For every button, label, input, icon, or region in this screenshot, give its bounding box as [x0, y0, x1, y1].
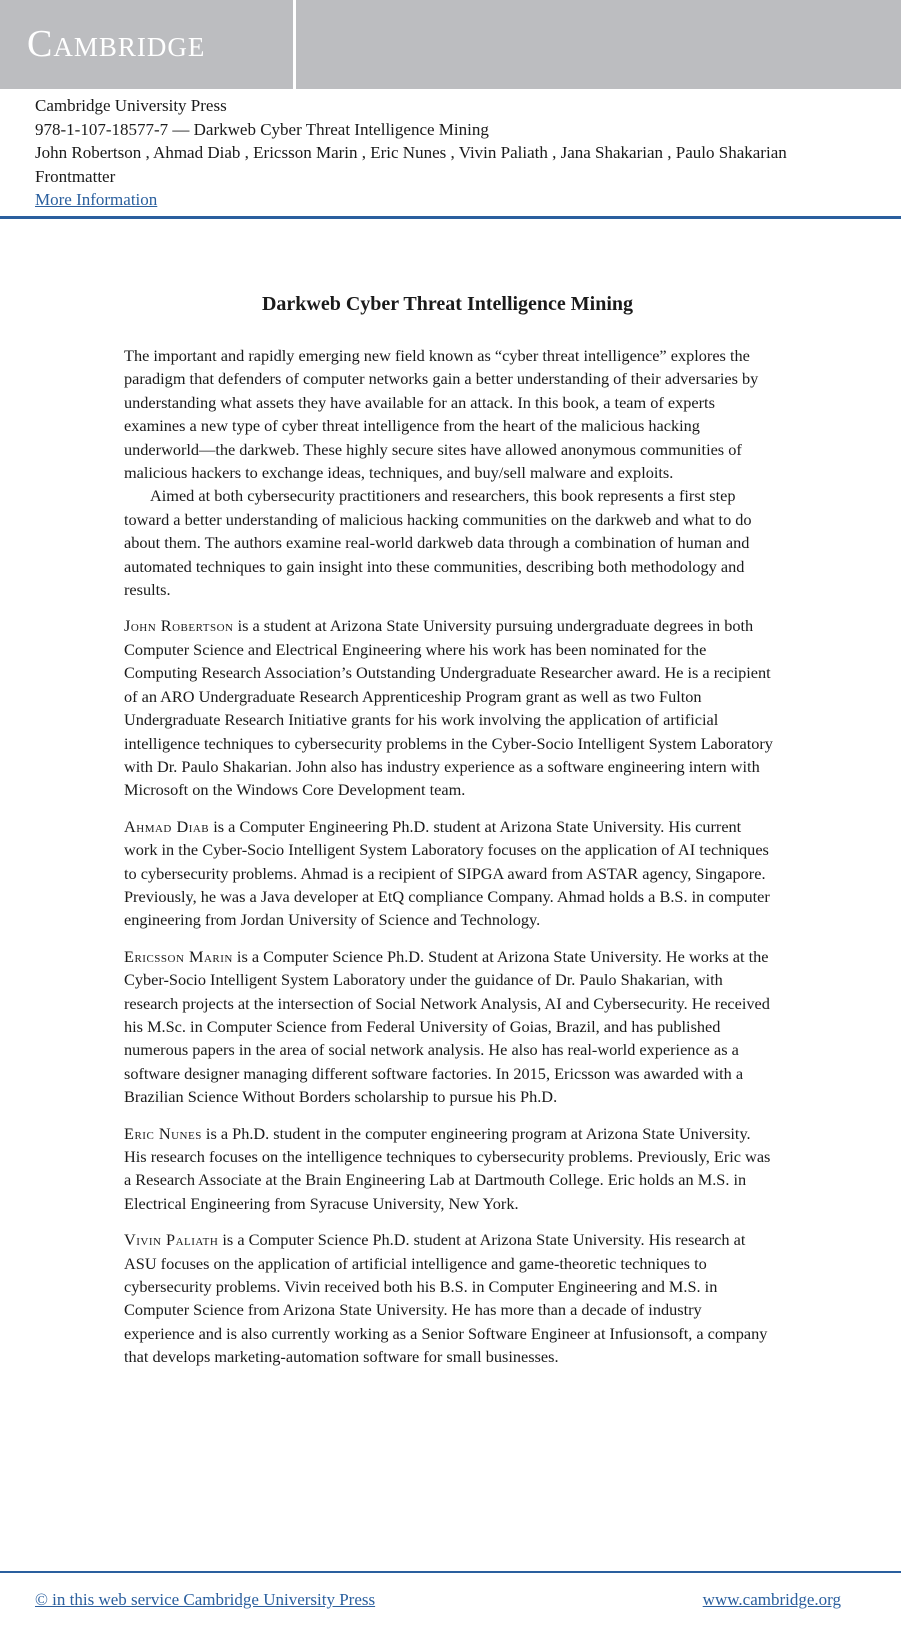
page-title: Darkweb Cyber Threat Intelligence Mining	[261, 293, 634, 315]
author-list: John Robertson , Ahmad Diab , Ericsson Marin , Eric Nunes , Vivin Paliath , Jana Shakarian , Paulo Shakarian	[35, 143, 787, 162]
logo-text: Cambridge	[27, 23, 206, 65]
section-label: Frontmatter	[35, 166, 116, 186]
description-paragraph: The important and rapidly emerging new field known as “cyber threat intelligence” explores the paradigm that defenders of computer networks gain a better understanding of their adversaries by understanding what assets they have available for an attack. In this book, a team of experts examines a new type of cyber threat intelligence from the heart of the malicious hacking underworld—the darkweb. These highly secure sites have allowed anonymous communities of malicious hackers to exchange ideas, techniques, and buy/sell malware and exploits.	[124, 346, 759, 483]
cambridge-site-link[interactable]: www.cambridge.org	[702, 1590, 841, 1609]
author-bio	[124, 614, 774, 801]
bio-author-name: Ericsson Marin	[124, 946, 233, 966]
banner-divider	[293, 0, 296, 89]
footer-rule	[0, 1571, 901, 1573]
author-bio	[124, 1122, 774, 1216]
bio-text: is a Computer Science Ph.D. Student at Arizona State University. He works at the Cyber-Socio Intelligent System Laboratory under the guidance of Dr. Paulo Shakarian, with research projects at the intersection of Social Network Analysis, AI and Cybersecurity. He received his M.Sc. in Computer Science from Federal University of Goias, Brazil, and has published numerous papers in the area of social network analysis. He also has real-world experience as a software designer managing different software factories. In 2015, Ericsson was awarded with a Brazilian Science Without Borders scholarship to pursue his Ph.D.	[124, 946, 770, 1107]
cambridge-logo[interactable]	[27, 22, 205, 66]
page-content	[124, 344, 774, 1369]
author-bio	[124, 945, 774, 1109]
bio-author-name: Eric Nunes	[124, 1123, 202, 1143]
bio-author-name: Ahmad Diab	[124, 816, 210, 836]
bio-author-name: John Robertson	[124, 616, 234, 636]
copyright-link[interactable]: © in this web service Cambridge University Press	[35, 1590, 376, 1609]
description-paragraph: Aimed at both cybersecurity practitioners and researchers, this book represents a first step toward a better understanding of malicious hacking communities on the darkweb and what to do about them. The authors examine real-world darkweb data through a combination of human and automated techniques to gain insight into these communities, describing both methodology and results.	[124, 486, 752, 600]
publisher-name: Cambridge University Press	[35, 96, 227, 115]
isbn-title-line: 978-1-107-18577-7 — Darkweb Cyber Threat Intelligence Mining	[35, 119, 489, 139]
more-information-link[interactable]: More Information	[35, 190, 158, 209]
bio-text: is a Computer Engineering Ph.D. student at Arizona State University. His current work in the Cyber-Socio Intelligent System Laboratory focuses on the application of AI techniques to cybersecurity problems. Ahmad is a recipient of SIPGA award from ASTAR agency, Singapore. Previously, he was a Java developer at EtQ compliance Company. Ahmad holds a B.S. in computer engineering from Jordan University of Science and Technology.	[124, 816, 770, 930]
bio-author-name: Vivin Paliath	[124, 1230, 219, 1250]
book-metadata	[35, 94, 787, 212]
bio-text: is a Ph.D. student in the computer engineering program at Arizona State University. His research focuses on the intelligence techniques to cybersecurity problems. Previously, Eric was a Research Associate at the Brain Engineering Lab at Dartmouth College. Eric holds an M.S. in Electrical Engineering from Syracuse University, New York.	[124, 1123, 771, 1213]
header-rule	[0, 216, 901, 219]
bio-text: is a student at Arizona State University pursuing undergraduate degrees in both Computer Science and Electrical Engineering where his work has been nominated for the Computing Research Association’s Outstanding Undergraduate Researcher award. He is a recipient of an ARO Undergraduate Research Apprenticeship Program grant as well as two Fulton Undergraduate Research Initiative grants for his work involving the application of artificial intelligence techniques to cybersecurity problems in the Cyber-Socio Intelligent System Laboratory with Dr. Paulo Shakarian. John also has industry experience as a software engineering intern with Microsoft on the Windows Core Development team.	[124, 616, 773, 800]
author-bio	[124, 815, 774, 932]
header-banner	[0, 0, 901, 89]
bio-text: is a Computer Science Ph.D. student at Arizona State University. His research at ASU focuses on the application of artificial intelligence and game-theoretic techniques to cybersecurity problems. Vivin received both his B.S. in Computer Engineering and M.S. in Computer Science from Arizona State University. He has more than a decade of industry experience and is also currently working as a Senior Software Engineer at Infusionsoft, a company that develops marketing-automation software for small businesses.	[124, 1230, 768, 1367]
author-bio	[124, 1228, 774, 1368]
